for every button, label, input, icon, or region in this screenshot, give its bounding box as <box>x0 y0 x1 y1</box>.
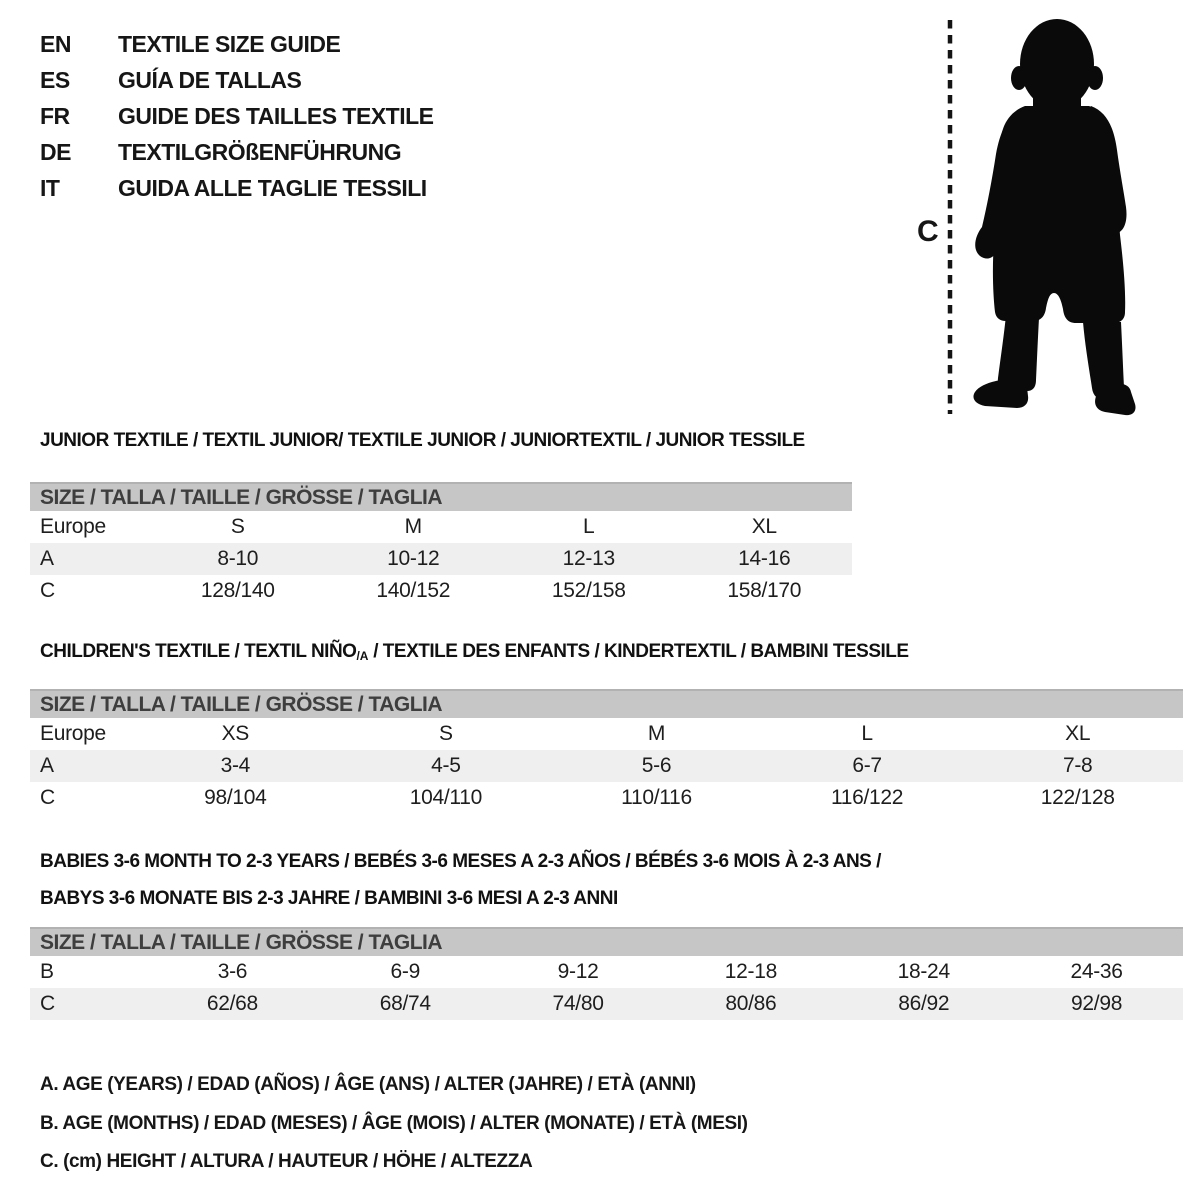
list-item <box>40 170 434 206</box>
cell: 4-5 <box>341 750 552 782</box>
table-row <box>30 782 1183 814</box>
guide-title: GUIDA ALLE TAGLIE TESSILI <box>118 175 427 201</box>
cell: XL <box>1065 722 1091 745</box>
table-row <box>30 988 1183 1020</box>
cell: 104/110 <box>409 786 483 809</box>
cell: 3-6 <box>217 960 248 983</box>
legend-line-a: A. AGE (YEARS) / EDAD (AÑOS) / ÂGE (ANS) / ALTER (JAHRE) / ETÀ (ANNI) <box>40 1074 696 1095</box>
cell: 6-9 <box>390 960 420 983</box>
cell: 14-16 <box>677 543 853 575</box>
title-text: / TEXTILE DES ENFANTS / KINDERTEXTIL / BAMBINI TESSILE <box>368 641 909 662</box>
section-title-junior: JUNIOR TEXTILE / TEXTIL JUNIOR/ TEXTILE JUNIOR / JUNIORTEXTIL / JUNIOR TESSILE <box>40 430 805 451</box>
cell: 10-12 <box>326 543 502 575</box>
table-row <box>30 511 852 543</box>
title-text: CHILDREN'S TEXTILE / TEXTIL NIÑO <box>40 641 357 662</box>
cell: 24-36 <box>1070 960 1123 983</box>
title-line: BABYS 3-6 MONATE BIS 2-3 JAHRE / BAMBINI 3-6 MESI A 2-3 ANNI <box>40 888 618 909</box>
row-label: C <box>40 786 55 809</box>
size-header-bar: SIZE / TALLA / TAILLE / GRÖSSE / TAGLIA <box>30 482 852 511</box>
cell: 12-18 <box>724 960 777 983</box>
cell: XL <box>751 515 777 538</box>
table-row <box>30 956 1183 988</box>
cell: M <box>404 515 422 538</box>
cell: 152/158 <box>551 579 626 602</box>
cell: L <box>861 722 873 745</box>
cell: 9-12 <box>557 960 599 983</box>
title-line: BABIES 3-6 MONTH TO 2-3 YEARS / BEBÉS 3-6 MESES A 2-3 AÑOS / BÉBÉS 3-6 MOIS À 2-3 ANS / <box>40 851 881 872</box>
cell: 110/116 <box>621 786 692 809</box>
list-item <box>40 98 434 134</box>
toddler-silhouette-icon <box>973 19 1135 415</box>
table-row <box>30 575 852 607</box>
table-row <box>30 543 852 575</box>
cell: 6-7 <box>762 750 973 782</box>
cell: 86/92 <box>837 988 1010 1020</box>
table-row <box>30 750 1183 782</box>
cell: 68/74 <box>319 988 492 1020</box>
section-title-babies <box>40 843 881 917</box>
guide-title: TEXTILE SIZE GUIDE <box>118 31 341 57</box>
legend-line-b: B. AGE (MONTHS) / EDAD (MESES) / ÂGE (MOIS) / ALTER (MONATE) / ETÀ (MESI) <box>40 1112 748 1134</box>
cell: 98/104 <box>204 786 267 809</box>
cell: S <box>230 515 245 538</box>
title-subscript: /A <box>356 649 369 663</box>
list-item <box>40 62 434 98</box>
cell: 8-10 <box>150 543 326 575</box>
language-code: IT <box>40 175 60 201</box>
row-label: Europe <box>40 722 106 745</box>
language-code: FR <box>40 103 70 129</box>
junior-size-table <box>30 482 852 607</box>
cell: 158/170 <box>727 579 802 602</box>
height-figure <box>905 0 1155 420</box>
cell: XS <box>221 722 249 745</box>
legend-line-c: C. (cm) HEIGHT / ALTURA / HAUTEUR / HÖHE / ALTEZZA <box>40 1151 533 1172</box>
cell: 128/140 <box>200 579 275 602</box>
cell: L <box>583 515 595 538</box>
guide-title: TEXTILGRÖßENFÜHRUNG <box>118 139 402 165</box>
row-label: A <box>30 750 130 782</box>
row-label: A <box>30 543 150 575</box>
language-code: DE <box>40 139 71 165</box>
section-title-children <box>40 641 909 663</box>
language-title-list <box>40 26 434 206</box>
cell: 12-13 <box>501 543 677 575</box>
cell: 122/128 <box>1040 786 1115 809</box>
cell: 74/80 <box>492 988 665 1020</box>
cell: 62/68 <box>146 988 319 1020</box>
height-measure-label: C <box>917 215 939 248</box>
row-label: C <box>30 988 146 1020</box>
cell: 3-4 <box>130 750 341 782</box>
cell: 140/152 <box>376 579 451 602</box>
cell: 18-24 <box>897 960 950 983</box>
row-label: Europe <box>40 515 106 538</box>
row-label: B <box>40 960 54 983</box>
row-label: C <box>40 579 55 602</box>
guide-title: GUÍA DE TALLAS <box>118 67 302 93</box>
guide-title: GUIDE DES TAILLES TEXTILE <box>118 103 434 129</box>
cell: M <box>647 722 666 745</box>
cell: 7-8 <box>972 750 1183 782</box>
babies-size-table <box>30 927 1183 1020</box>
cell: 92/98 <box>1010 988 1183 1020</box>
table-row <box>30 718 1183 750</box>
list-item <box>40 134 434 170</box>
language-code: EN <box>40 31 71 57</box>
measure-legend <box>40 1066 748 1182</box>
size-header-bar: SIZE / TALLA / TAILLE / GRÖSSE / TAGLIA <box>30 689 1183 718</box>
list-item <box>40 26 434 62</box>
children-size-table <box>30 689 1183 814</box>
cell: S <box>439 722 453 745</box>
cell: 116/122 <box>830 786 904 809</box>
size-header-bar: SIZE / TALLA / TAILLE / GRÖSSE / TAGLIA <box>30 927 1183 956</box>
cell: 80/86 <box>664 988 837 1020</box>
language-code: ES <box>40 67 70 93</box>
cell: 5-6 <box>551 750 762 782</box>
